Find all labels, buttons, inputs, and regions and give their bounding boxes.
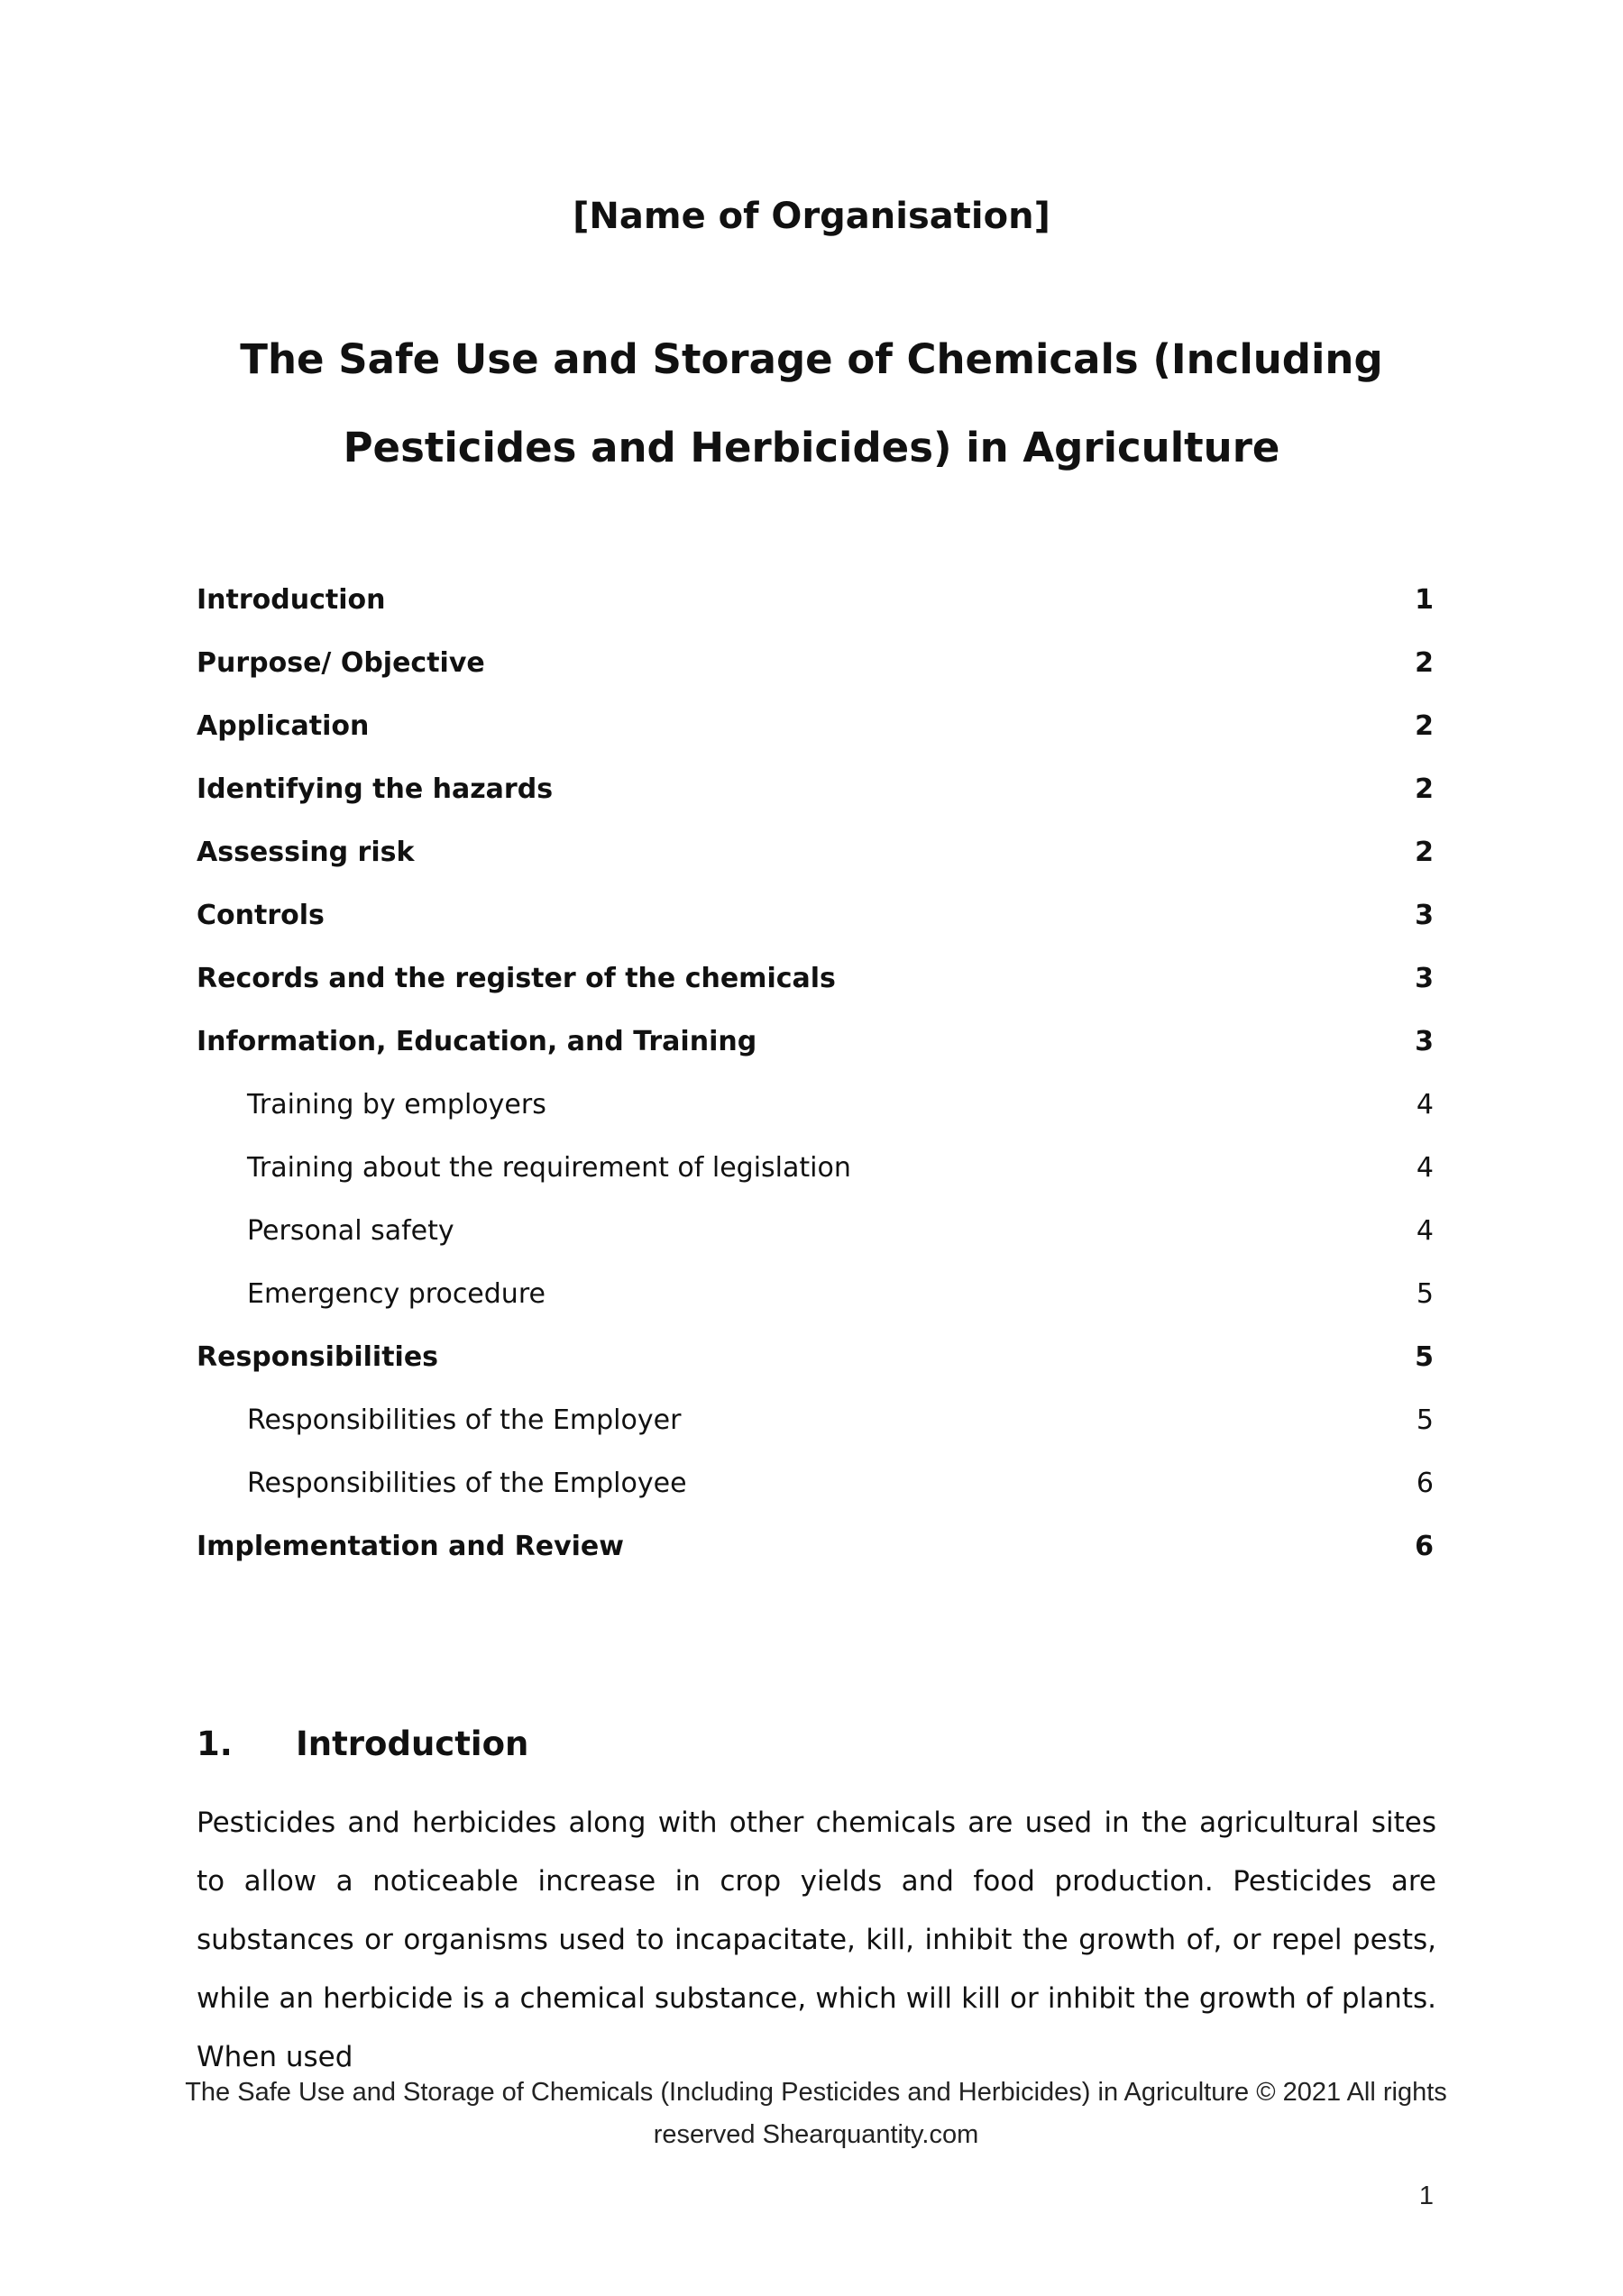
toc-entry-label: Emergency procedure (247, 1277, 546, 1310)
toc-entry-label: Controls (197, 899, 325, 931)
toc-entry-label: Identifying the hazards (197, 773, 554, 805)
toc-entry[interactable] (197, 1451, 1434, 1514)
toc-entry[interactable] (197, 1514, 1434, 1578)
toc-entry-page: 4 (1416, 1214, 1434, 1247)
page-footer: The Safe Use and Storage of Chemicals (Including Pesticides and Herbicides) in Agriculture © 2021 All rights reserved Shearquantity.com (185, 2078, 1447, 2149)
toc-entry[interactable] (197, 1136, 1434, 1199)
toc-entry[interactable] (197, 820, 1434, 883)
toc-entry-page: 2 (1415, 646, 1434, 679)
table-of-contents (197, 568, 1434, 1578)
toc-entry[interactable] (197, 947, 1434, 1010)
toc-entry-page: 2 (1415, 836, 1434, 868)
toc-entry-page: 2 (1415, 709, 1434, 742)
toc-entry-page: 1 (1415, 583, 1434, 616)
page-number: 1 (1418, 2182, 1434, 2210)
section-heading (197, 1717, 528, 1771)
toc-entry[interactable] (197, 757, 1434, 820)
toc-entry[interactable] (197, 1199, 1434, 1262)
section-body: Pesticides and herbicides along with other chemicals are used in the agricultural sites to allow a noticeable increase in crop yields and food production. Pesticides are substances or organisms used to incapacitate, kill, inhibit the growth of, or repel pests, while an herbicide is a chemical substance, which will kill or inhibit the growth of plants. When used (197, 1807, 1436, 2073)
toc-entry-page: 5 (1416, 1404, 1434, 1436)
toc-entry-label: Training by employers (247, 1088, 546, 1121)
toc-entry[interactable] (197, 631, 1434, 694)
toc-entry-label: Introduction (197, 583, 386, 616)
toc-entry[interactable] (197, 568, 1434, 631)
toc-entry-page: 5 (1416, 1277, 1434, 1310)
toc-entry-page: 3 (1415, 1025, 1434, 1057)
toc-entry-page: 3 (1415, 962, 1434, 994)
toc-entry[interactable] (197, 1262, 1434, 1325)
toc-entry-label: Responsibilities of the Employer (247, 1404, 682, 1436)
toc-entry-label: Assessing risk (197, 836, 415, 868)
toc-entry-label: Responsibilities of the Employee (247, 1467, 687, 1499)
toc-entry[interactable] (197, 694, 1434, 757)
toc-entry-label: Information, Education, and Training (197, 1025, 757, 1057)
organisation-name: [Name of Organisation] (573, 196, 1050, 237)
toc-entry[interactable] (197, 1388, 1434, 1451)
toc-entry[interactable] (197, 1010, 1434, 1073)
toc-entry-page: 4 (1416, 1088, 1434, 1121)
toc-entry-page: 6 (1415, 1530, 1434, 1562)
toc-entry-label: Responsibilities (197, 1340, 439, 1373)
toc-entry-label: Purpose/ Objective (197, 646, 485, 679)
toc-entry[interactable] (197, 1073, 1434, 1136)
toc-entry-label: Personal safety (247, 1214, 454, 1247)
toc-entry[interactable] (197, 883, 1434, 947)
section-number: 1. (197, 1724, 233, 1763)
toc-entry[interactable] (197, 1325, 1434, 1388)
toc-entry-page: 3 (1415, 899, 1434, 931)
section-title: Introduction (296, 1724, 529, 1763)
toc-entry-label: Implementation and Review (197, 1530, 624, 1562)
toc-entry-label: Records and the register of the chemicals (197, 962, 836, 994)
document-title: The Safe Use and Storage of Chemicals (Including Pesticides and Herbicides) in Agriculture (240, 335, 1383, 471)
toc-entry-page: 2 (1415, 773, 1434, 805)
toc-entry-page: 5 (1415, 1340, 1434, 1373)
toc-entry-label: Training about the requirement of legislation (247, 1151, 851, 1184)
toc-entry-label: Application (197, 709, 370, 742)
toc-entry-page: 6 (1416, 1467, 1434, 1499)
toc-entry-page: 4 (1416, 1151, 1434, 1184)
